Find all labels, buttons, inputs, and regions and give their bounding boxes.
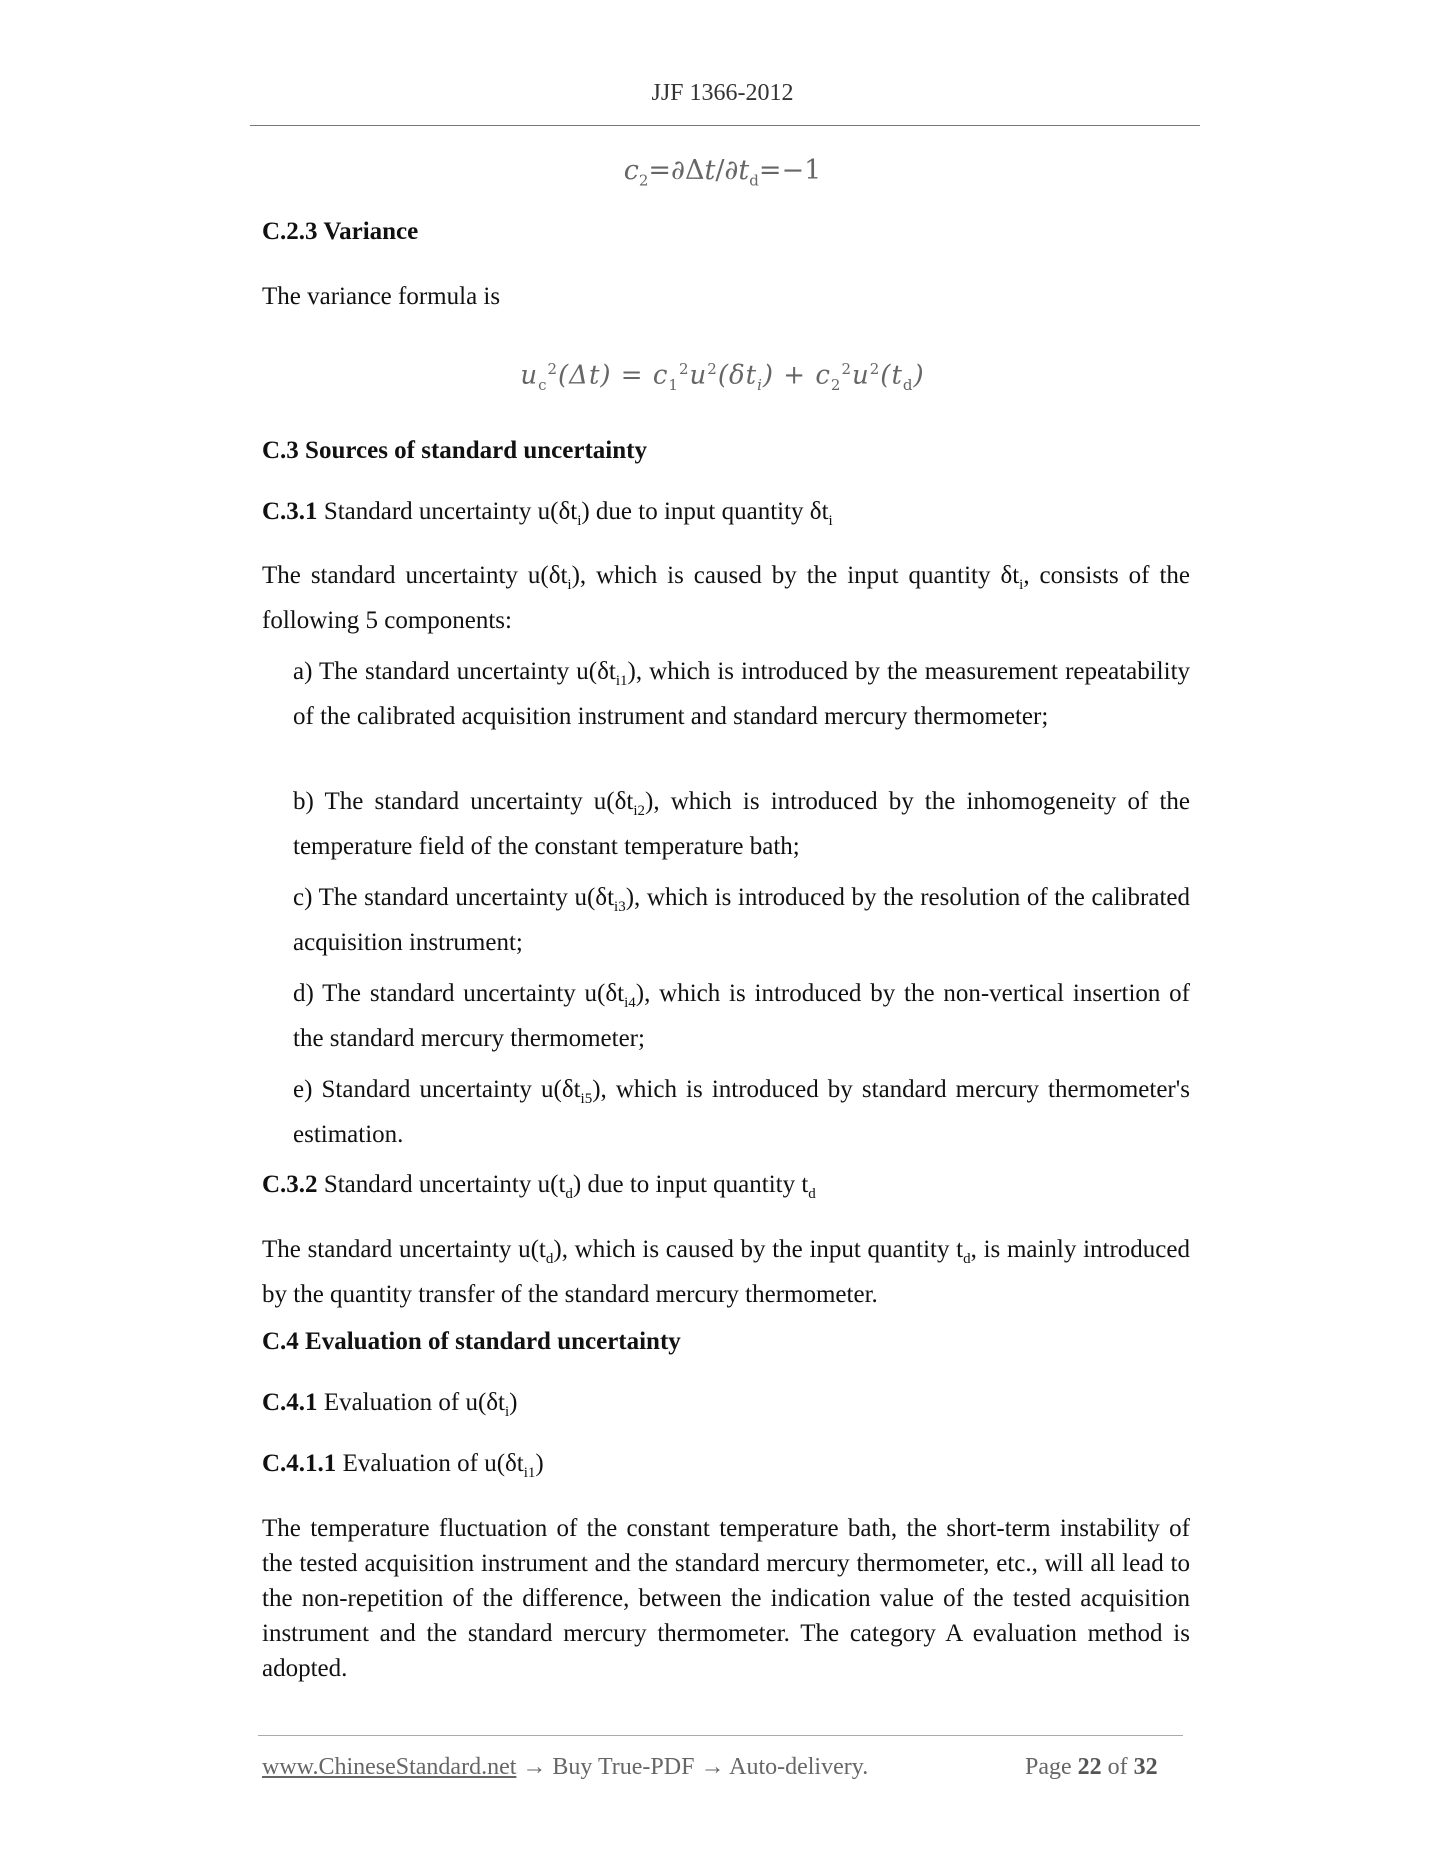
list-item: d) The standard uncertainty $u(\delta t_{i4})$, which is introduced by the non-vertical insertion of the standard mercury thermometer;	[293, 980, 1191, 1052]
list-item: a) The standard uncertainty $u(\delta t_{i1})$, which is introduced by the measurement repeatability of the calibrated acquisition instrument and standard mercury thermometer;	[293, 658, 1191, 730]
paragraph-variance-intro: The variance formula is	[262, 283, 501, 310]
paragraph-c31: The standard uncertainty $u(\delta t_i)$, which is caused by the input quantity $\delta t_i$, consists of the following 5 components:	[262, 562, 1190, 634]
website-link[interactable]: www.ChineseStandard.net	[262, 1754, 517, 1780]
section-title-c4: C.4 Evaluation of standard uncertainty	[262, 1328, 681, 1355]
section-title-c41: C.4.1 Evaluation of $u(\delta t_i)$	[262, 1389, 518, 1420]
equation-variance: $u_c^2(\Delta t) = c_1^2u^2(\delta t_i) + c_2^2u^2(t_d)$	[520, 360, 925, 394]
section-title-c23: C.2.3 Variance	[262, 218, 419, 245]
footer-divider	[258, 1735, 1183, 1736]
header-divider	[250, 125, 1200, 126]
list-item: e) Standard uncertainty $u(\delta t_{i5})$, which is introduced by standard mercury thermometer's estimation.	[293, 1076, 1190, 1148]
section-title-c411: C.4.1.1 Evaluation of $u(\delta t_{i1})$	[262, 1450, 544, 1481]
list-item: c) The standard uncertainty $u(\delta t_{i3})$, which is introduced by the resolution of the calibrated acquisition instrument;	[293, 884, 1191, 956]
list-item: b) The standard uncertainty $u(\delta t_{i2})$, which is introduced by the inhomogeneity of the temperature field of the constant temperature bath;	[293, 788, 1191, 860]
footer-promo: www.ChineseStandard.net → Buy True-PDF → Auto-delivery.	[262, 1754, 869, 1780]
page-number: Page 22 of 32	[1025, 1754, 1158, 1780]
section-title-c31: C.3.1 Standard uncertainty $u(\delta t_i)$ due to input quantity $\delta t_i$	[262, 498, 833, 529]
equation-sensitivity-c2: $c_2=\partial\Delta t/\partial t_d=-1$	[623, 155, 822, 190]
section-title-c3: C.3 Sources of standard uncertainty	[262, 437, 647, 464]
paragraph-c411: The temperature fluctuation of the constant temperature bath, the short-term instability of the tested acquisition instrument and the standard mercury thermometer, etc., will all lead to the non-repetition of the difference, between the indication value of the tested acquisition instrument and the standard mercury thermometer. The category A evaluation method is adopted.	[262, 1515, 1190, 1682]
standard-code-header: JJF 1366-2012	[651, 80, 794, 106]
paragraph-c32: The standard uncertainty $u(t_d)$, which is caused by the input quantity $t_d$, is mainly introduced by the quantity transfer of the standard mercury thermometer.	[262, 1236, 1190, 1308]
section-title-c32: C.3.2 Standard uncertainty $u(t_d)$ due to input quantity $t_d$	[262, 1171, 816, 1202]
